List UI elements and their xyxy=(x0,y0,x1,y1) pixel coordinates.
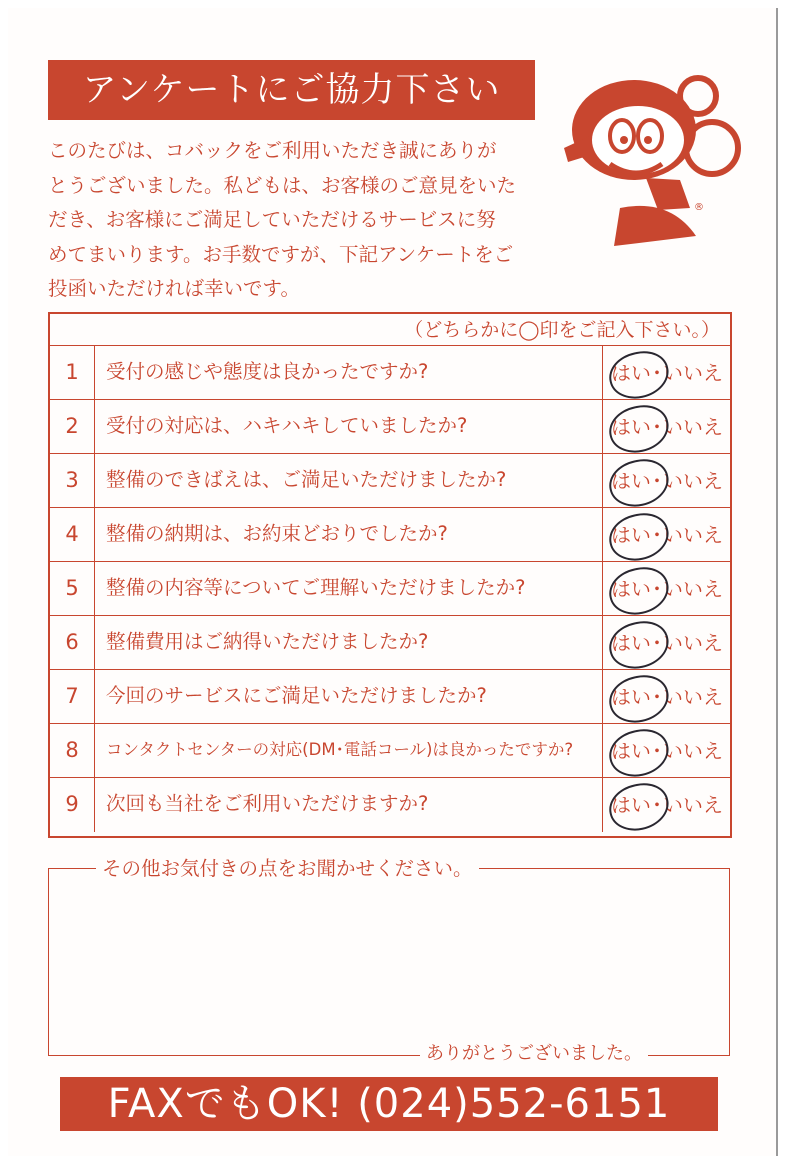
answer-yes[interactable]: はい xyxy=(611,577,651,601)
answer-no[interactable]: いいえ xyxy=(663,523,723,547)
answer-separator: ･ xyxy=(652,685,662,709)
handwritten-circle xyxy=(605,616,673,673)
question-row xyxy=(50,778,730,832)
comments-box[interactable] xyxy=(48,868,730,1056)
question-row xyxy=(50,562,730,616)
question-text: 受付の感じや態度は良かったですか? xyxy=(106,360,429,383)
thanks-text: ありがとうございました。 xyxy=(420,1041,648,1067)
question-text: 今回のサービスにご満足いただけましたか? xyxy=(106,684,487,707)
intro-line: めてまいります。お手数ですが、下記アンケートをご xyxy=(48,242,514,266)
answer-yes[interactable]: はい xyxy=(611,739,651,763)
answer-yes[interactable]: はい xyxy=(611,685,651,709)
answer-separator: ･ xyxy=(652,361,662,385)
question-text: 整備の納期は、お約束どおりでしたか? xyxy=(106,522,448,545)
answer-no[interactable]: いいえ xyxy=(663,685,723,709)
answer-separator: ･ xyxy=(652,793,662,817)
title-banner: アンケートにご協力下さい xyxy=(48,60,535,120)
answer-choice[interactable] xyxy=(602,346,730,399)
intro-line: 投函いただければ幸いです。 xyxy=(48,277,300,300)
question-text: 受付の対応は、ハキハキしていましたか? xyxy=(106,414,468,437)
question-number: 9 xyxy=(50,778,95,832)
question-number: 6 xyxy=(50,616,95,669)
question-number: 1 xyxy=(50,346,95,399)
answer-choice[interactable] xyxy=(602,562,730,615)
question-text: 整備の内容等についてご理解いただけましたか? xyxy=(106,576,526,599)
question-text: コンタクトセンターの対応(DM･電話コール)は良かったですか? xyxy=(106,740,574,759)
question-number: 2 xyxy=(50,400,95,453)
question-row xyxy=(50,400,730,454)
answer-choice[interactable] xyxy=(602,778,730,832)
answer-no[interactable]: いいえ xyxy=(663,469,723,493)
answer-yes[interactable]: はい xyxy=(611,361,651,385)
question-row xyxy=(50,670,730,724)
mascot-illustration xyxy=(550,58,750,258)
question-row xyxy=(50,346,730,400)
intro-line: だき、お客様にご満足していただけるサービスに努 xyxy=(48,208,496,231)
answer-no[interactable]: いいえ xyxy=(663,577,723,601)
question-number: 4 xyxy=(50,508,95,561)
answer-choice[interactable] xyxy=(602,616,730,669)
answer-separator: ･ xyxy=(652,739,662,763)
answer-choice[interactable] xyxy=(602,400,730,453)
answer-no[interactable]: いいえ xyxy=(663,793,723,817)
handwritten-circle xyxy=(605,508,673,565)
answer-separator: ･ xyxy=(652,631,662,655)
instruction: （どちらかに◯印をご記入下さい。） xyxy=(50,314,730,346)
answer-yes[interactable]: はい xyxy=(611,631,651,655)
comments-label: その他お気付きの点をお聞かせください。 xyxy=(96,856,479,882)
intro-line: このたびは、コバックをご利用いただき誠にありが xyxy=(48,139,497,162)
question-row xyxy=(50,508,730,562)
registered-mark: ® xyxy=(694,202,704,213)
answer-separator: ･ xyxy=(652,577,662,601)
answer-separator: ･ xyxy=(652,523,662,547)
answer-choice[interactable] xyxy=(602,454,730,507)
survey-table xyxy=(48,312,732,838)
fax-banner: FAXでもOK! (024)552-6151 xyxy=(60,1077,718,1131)
question-text: 整備のできばえは、ご満足いただけましたか? xyxy=(106,468,507,491)
answer-no[interactable]: いいえ xyxy=(663,739,723,763)
question-row xyxy=(50,454,730,508)
question-number: 8 xyxy=(50,724,95,777)
answer-choice[interactable] xyxy=(602,724,730,777)
question-row xyxy=(50,616,730,670)
question-number: 3 xyxy=(50,454,95,507)
answer-separator: ･ xyxy=(652,469,662,493)
question-text: 整備費用はご納得いただけましたか? xyxy=(106,630,429,653)
answer-yes[interactable]: はい xyxy=(611,469,651,493)
intro-line: とうございました。私どもは、お客様のご意見をいた xyxy=(48,173,517,197)
answer-no[interactable]: いいえ xyxy=(663,361,723,385)
answer-separator: ･ xyxy=(652,415,662,439)
answer-no[interactable]: いいえ xyxy=(663,631,723,655)
question-row xyxy=(50,724,730,778)
answer-choice[interactable] xyxy=(602,670,730,723)
answer-yes[interactable]: はい xyxy=(611,523,651,547)
handwritten-circle xyxy=(605,400,673,457)
answer-choice[interactable] xyxy=(602,508,730,561)
question-number: 7 xyxy=(50,670,95,723)
intro-text xyxy=(48,134,548,307)
question-text: 次回も当社をご利用いただけますか? xyxy=(106,792,429,815)
answer-yes[interactable]: はい xyxy=(611,415,651,439)
handwritten-circle xyxy=(605,346,673,403)
handwritten-circle xyxy=(605,562,673,619)
answer-yes[interactable]: はい xyxy=(611,793,651,817)
question-number: 5 xyxy=(50,562,95,615)
handwritten-circle xyxy=(605,778,673,835)
handwritten-circle xyxy=(605,670,673,727)
handwritten-circle xyxy=(605,454,673,511)
handwritten-circle xyxy=(605,724,673,781)
answer-no[interactable]: いいえ xyxy=(663,415,723,439)
